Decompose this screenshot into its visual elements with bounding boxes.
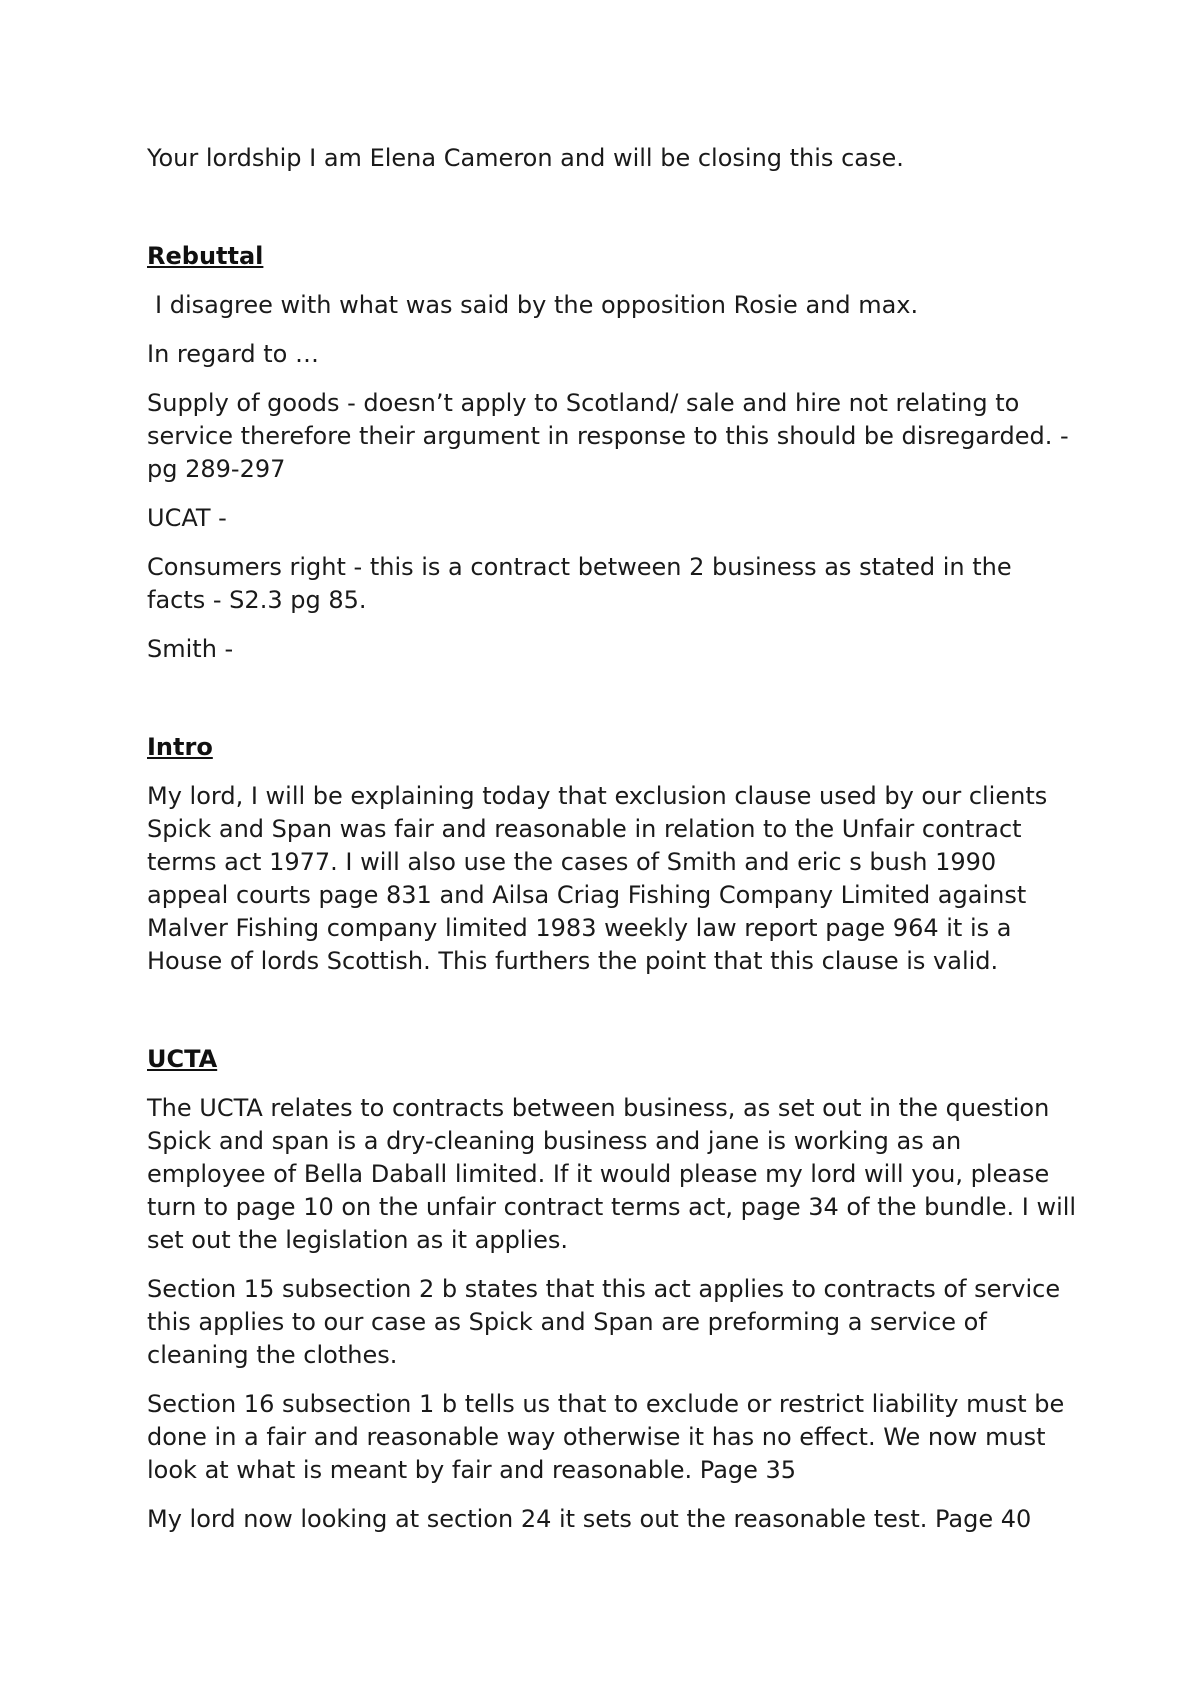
ucta-paragraph: My lord now looking at section 24 it sets out the reasonable test. Page 40 [147,1505,1032,1533]
rebuttal-paragraph: Consumers right - this is a contract between 2 business as stated in the facts - S2.3 pg 85. [147,553,1012,614]
ucta-paragraph: Section 16 subsection 1 b tells us that to exclude or restrict liability must be done in a fair and reasonable way otherwise it has no effect. We now must look at what is meant by fair and reasonable. Page 35 [147,1390,1065,1484]
spacer [147,191,1077,240]
rebuttal-paragraph: UCAT - [147,504,227,532]
intro-paragraph: My lord, I will be explaining today that exclusion clause used by our clients Spick and Span was fair and reasonable in relation to the Unfair contract terms act 1977. I will also use the cases of Smith and eric s bush 1990 appeal courts page 831 and Ailsa Criag Fishing Company Limited against Malver Fishing company limited 1983 weekly law report page 964 it is a House of lords Scottish. This furthers the point that this clause is valid. [147,782,1048,975]
document-body [147,142,1077,1552]
rebuttal-paragraph: In regard to … [147,340,319,368]
rebuttal-paragraph: Smith - [147,635,234,663]
rebuttal-paragraph: I disagree with what was said by the opposition Rosie and max. [155,291,919,319]
ucta-paragraph: Section 15 subsection 2 b states that this act applies to contracts of service this applies to our case as Spick and Span are preforming a service of cleaning the clothes. [147,1275,1061,1369]
ucta-paragraph: The UCTA relates to contracts between business, as set out in the question Spick and span is a dry-cleaning business and jane is working as an employee of Bella Daball limited. If it would please my lord will you, please turn to page 10 on the unfair contract terms act, page 34 of the bundle. I will set out the legislation as it applies. [147,1094,1077,1254]
intro-heading: Intro [147,733,213,761]
ucta-heading: UCTA [147,1045,218,1073]
rebuttal-heading: Rebuttal [147,242,264,270]
spacer [147,994,1077,1043]
spacer [147,682,1077,731]
rebuttal-paragraph: Supply of goods - doesn’t apply to Scotland/ sale and hire not relating to service therefore their argument in response to this should be disregarded. - pg 289-297 [147,389,1069,483]
opening-statement: Your lordship I am Elena Cameron and will be closing this case. [147,144,904,172]
